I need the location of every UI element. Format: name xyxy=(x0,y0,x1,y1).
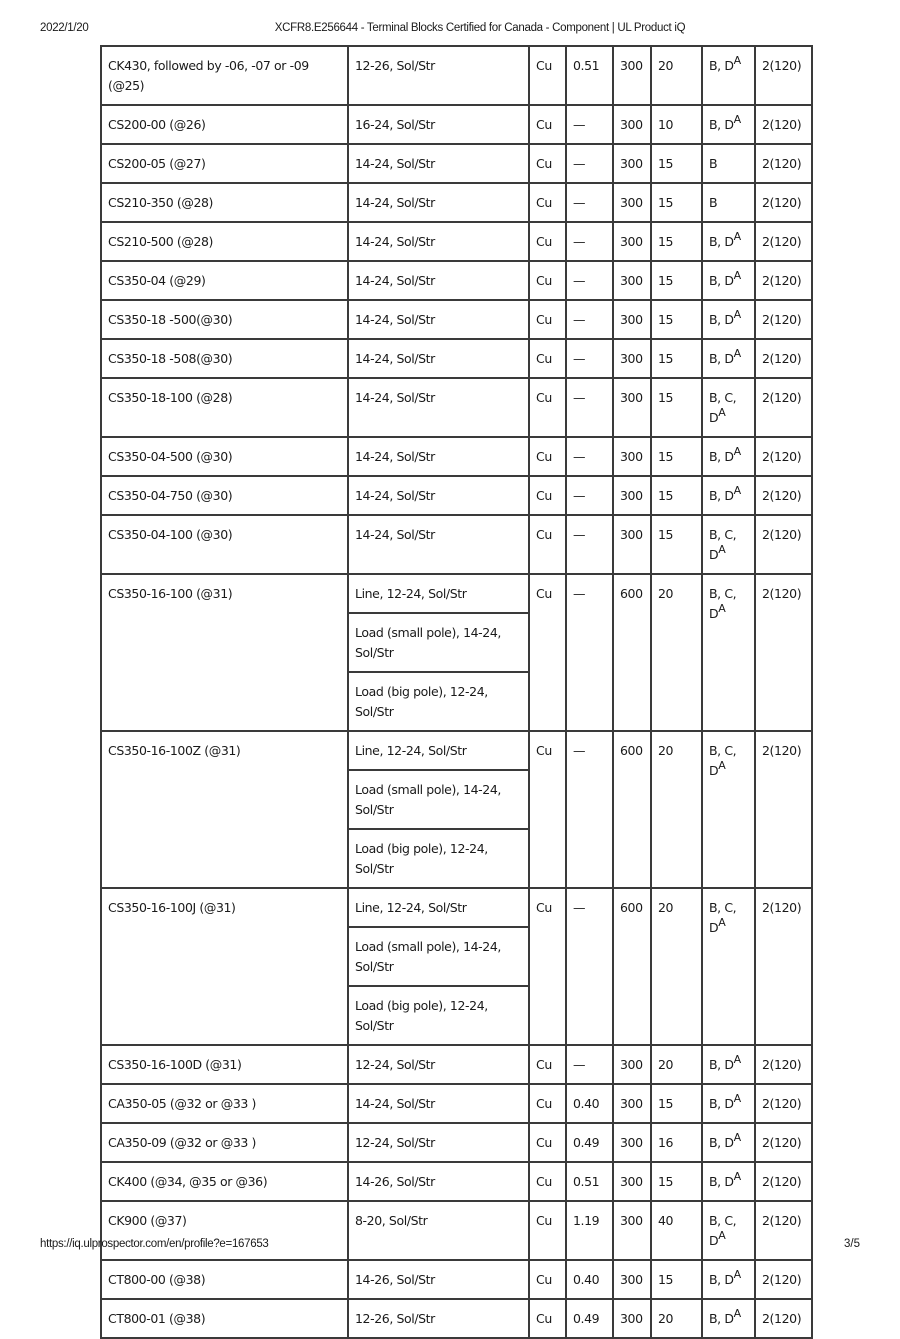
cell-field-wiring: 2(120) xyxy=(755,261,812,300)
cell-material: Cu xyxy=(529,1084,566,1123)
cell-wire-range: 14-24, Sol/Str xyxy=(348,183,529,222)
cell-value: — xyxy=(566,1045,613,1084)
cell-volts: 300 xyxy=(613,183,651,222)
cell-amps: 20 xyxy=(651,574,702,731)
cell-value: — xyxy=(566,183,613,222)
cell-wire-range: 8-20, Sol/Str xyxy=(348,1201,529,1260)
use-text: B, D xyxy=(709,234,734,249)
footnote-marker: A xyxy=(733,113,741,126)
cell-amps: 20 xyxy=(651,1299,702,1338)
cell-use-group xyxy=(702,476,755,515)
cell-volts: 300 xyxy=(613,1260,651,1299)
cell-amps: 40 xyxy=(651,1201,702,1260)
cell-product-name: CS350-04-750 (@30) xyxy=(101,476,348,515)
cell-wire-range: 14-24, Sol/Str xyxy=(348,378,529,437)
cell-volts: 300 xyxy=(613,1045,651,1084)
cell-product-name: CS210-500 (@28) xyxy=(101,222,348,261)
use-text: B, D xyxy=(709,117,734,132)
table-row xyxy=(101,476,812,515)
cell-product-name: CS350-04 (@29) xyxy=(101,261,348,300)
use-text: B, C, D xyxy=(709,743,737,778)
cell-use-group xyxy=(702,261,755,300)
footnote-marker: A xyxy=(733,484,741,497)
cell-field-wiring: 2(120) xyxy=(755,46,812,105)
cell-use-group xyxy=(702,731,755,888)
cell-value: 0.40 xyxy=(566,1260,613,1299)
cell-material: Cu xyxy=(529,476,566,515)
cell-use-group xyxy=(702,105,755,144)
cell-amps: 15 xyxy=(651,1162,702,1201)
cell-field-wiring: 2(120) xyxy=(755,476,812,515)
cell-amps: 15 xyxy=(651,437,702,476)
cell-field-wiring: 2(120) xyxy=(755,515,812,574)
cell-amps: 15 xyxy=(651,222,702,261)
cell-value: — xyxy=(566,300,613,339)
use-text: B, D xyxy=(709,273,734,288)
footnote-marker: A xyxy=(718,602,726,615)
table-row xyxy=(101,339,812,378)
cell-volts: 300 xyxy=(613,105,651,144)
cell-field-wiring: 2(120) xyxy=(755,1045,812,1084)
cell-use-group xyxy=(702,437,755,476)
cell-product-name: CS350-16-100 (@31) xyxy=(101,574,348,731)
cell-volts: 300 xyxy=(613,1299,651,1338)
cell-field-wiring: 2(120) xyxy=(755,222,812,261)
cell-product-name: CS350-18 -500(@30) xyxy=(101,300,348,339)
cell-material: Cu xyxy=(529,300,566,339)
cell-use-group xyxy=(702,222,755,261)
cell-volts: 300 xyxy=(613,1201,651,1260)
cell-wire-range: 14-24, Sol/Str xyxy=(348,1084,529,1123)
cell-volts: 600 xyxy=(613,888,651,1045)
cell-wire-range: 14-24, Sol/Str xyxy=(348,437,529,476)
cell-amps: 15 xyxy=(651,515,702,574)
cell-product-name: CS200-05 (@27) xyxy=(101,144,348,183)
cell-product-name: CA350-05 (@32 or @33 ) xyxy=(101,1084,348,1123)
table-row xyxy=(101,574,812,613)
cell-amps: 15 xyxy=(651,1260,702,1299)
cell-wire-range: Load (small pole), 14-24, Sol/Str xyxy=(348,770,529,829)
cell-wire-range: 14-24, Sol/Str xyxy=(348,515,529,574)
use-text: B, D xyxy=(709,488,734,503)
cell-wire-range: Load (big pole), 12-24, Sol/Str xyxy=(348,986,529,1045)
footnote-marker: A xyxy=(733,347,741,360)
cell-field-wiring: 2(120) xyxy=(755,1123,812,1162)
footnote-marker: A xyxy=(733,1170,741,1183)
cell-volts: 300 xyxy=(613,46,651,105)
cell-volts: 300 xyxy=(613,300,651,339)
cell-value: — xyxy=(566,888,613,1045)
use-text: B, D xyxy=(709,1311,734,1326)
cell-volts: 300 xyxy=(613,222,651,261)
cell-use-group xyxy=(702,1045,755,1084)
cell-product-name: CS350-18-100 (@28) xyxy=(101,378,348,437)
use-text: B, C, D xyxy=(709,900,737,935)
cell-product-name: CT800-00 (@38) xyxy=(101,1260,348,1299)
cell-material: Cu xyxy=(529,105,566,144)
cell-material: Cu xyxy=(529,515,566,574)
cell-amps: 15 xyxy=(651,183,702,222)
cell-material: Cu xyxy=(529,1299,566,1338)
cell-value: — xyxy=(566,476,613,515)
table-row xyxy=(101,222,812,261)
cell-amps: 20 xyxy=(651,888,702,1045)
cell-wire-range: 14-24, Sol/Str xyxy=(348,144,529,183)
cell-wire-range: 16-24, Sol/Str xyxy=(348,105,529,144)
cell-material: Cu xyxy=(529,144,566,183)
cell-wire-range: 14-26, Sol/Str xyxy=(348,1162,529,1201)
cell-value: — xyxy=(566,222,613,261)
table-row xyxy=(101,731,812,770)
footnote-marker: A xyxy=(733,54,741,67)
cell-material: Cu xyxy=(529,437,566,476)
cell-wire-range: Load (big pole), 12-24, Sol/Str xyxy=(348,672,529,731)
cell-product-name: CS200-00 (@26) xyxy=(101,105,348,144)
cell-volts: 600 xyxy=(613,731,651,888)
cell-material: Cu xyxy=(529,1162,566,1201)
cell-wire-range: 12-26, Sol/Str xyxy=(348,46,529,105)
cell-material: Cu xyxy=(529,1260,566,1299)
cell-wire-range: 12-26, Sol/Str xyxy=(348,1299,529,1338)
cell-use-group xyxy=(702,1201,755,1260)
cell-amps: 15 xyxy=(651,1084,702,1123)
cell-use-group xyxy=(702,144,755,183)
footnote-marker: A xyxy=(733,1092,741,1105)
page-url[interactable]: https://iq.ulprospector.com/en/profile?e=167653 xyxy=(40,1238,269,1250)
cell-volts: 300 xyxy=(613,437,651,476)
use-text: B, D xyxy=(709,312,734,327)
table-row xyxy=(101,1299,812,1338)
cell-material: Cu xyxy=(529,731,566,888)
cell-volts: 300 xyxy=(613,1123,651,1162)
table-row xyxy=(101,515,812,574)
cell-field-wiring: 2(120) xyxy=(755,183,812,222)
cell-value: — xyxy=(566,731,613,888)
footnote-marker: A xyxy=(718,1229,726,1242)
table-row xyxy=(101,183,812,222)
cell-wire-range: 14-24, Sol/Str xyxy=(348,300,529,339)
use-text: B, C, D xyxy=(709,527,737,562)
footnote-marker: A xyxy=(733,445,741,458)
cell-wire-range: Line, 12-24, Sol/Str xyxy=(348,731,529,770)
table-row xyxy=(101,1084,812,1123)
cell-use-group xyxy=(702,515,755,574)
cell-value: — xyxy=(566,515,613,574)
page-title: XCFR8.E256644 - Terminal Blocks Certified for Canada - Component | UL Product iQ xyxy=(274,22,686,34)
cell-wire-range: 14-24, Sol/Str xyxy=(348,476,529,515)
use-text: B, D xyxy=(709,58,734,73)
footnote-marker: A xyxy=(733,1307,741,1320)
use-text: B, C, D xyxy=(709,390,737,425)
table-row xyxy=(101,261,812,300)
cell-volts: 300 xyxy=(613,476,651,515)
use-text: B, D xyxy=(709,1174,734,1189)
cell-material: Cu xyxy=(529,1045,566,1084)
cell-field-wiring: 2(120) xyxy=(755,888,812,1045)
print-date: 2022/1/20 xyxy=(40,22,89,34)
cell-wire-range: Line, 12-24, Sol/Str xyxy=(348,888,529,927)
footnote-marker: A xyxy=(718,406,726,419)
cell-value: — xyxy=(566,574,613,731)
table-row xyxy=(101,1162,812,1201)
table-row xyxy=(101,144,812,183)
cell-wire-range: Load (small pole), 14-24, Sol/Str xyxy=(348,927,529,986)
cell-amps: 20 xyxy=(651,731,702,888)
cell-product-name: CS350-04-500 (@30) xyxy=(101,437,348,476)
use-text: B, C, D xyxy=(709,1213,737,1248)
cell-volts: 300 xyxy=(613,1162,651,1201)
cell-use-group xyxy=(702,46,755,105)
cell-product-name: CK400 (@34, @35 or @36) xyxy=(101,1162,348,1201)
cell-amps: 15 xyxy=(651,339,702,378)
cell-material: Cu xyxy=(529,574,566,731)
cell-use-group xyxy=(702,1299,755,1338)
cell-use-group xyxy=(702,300,755,339)
cell-product-name: CS350-16-100J (@31) xyxy=(101,888,348,1045)
page-number: 3/5 xyxy=(844,1238,860,1250)
cell-field-wiring: 2(120) xyxy=(755,300,812,339)
table-row xyxy=(101,1201,812,1260)
cell-product-name: CT800-01 (@38) xyxy=(101,1299,348,1338)
terminal-blocks-table xyxy=(100,45,813,1339)
use-text: B, D xyxy=(709,1057,734,1072)
cell-field-wiring: 2(120) xyxy=(755,1084,812,1123)
cell-wire-range: Line, 12-24, Sol/Str xyxy=(348,574,529,613)
use-text: B xyxy=(709,195,718,210)
cell-use-group xyxy=(702,339,755,378)
cell-material: Cu xyxy=(529,1201,566,1260)
cell-material: Cu xyxy=(529,183,566,222)
cell-field-wiring: 2(120) xyxy=(755,339,812,378)
cell-volts: 300 xyxy=(613,339,651,378)
cell-product-name: CS350-16-100Z (@31) xyxy=(101,731,348,888)
cell-amps: 20 xyxy=(651,1045,702,1084)
use-text: B, D xyxy=(709,1135,734,1150)
use-text: B, D xyxy=(709,1272,734,1287)
table-row xyxy=(101,1123,812,1162)
cell-use-group xyxy=(702,1162,755,1201)
cell-use-group xyxy=(702,1260,755,1299)
use-text: B, D xyxy=(709,351,734,366)
cell-amps: 15 xyxy=(651,476,702,515)
footnote-marker: A xyxy=(733,269,741,282)
cell-field-wiring: 2(120) xyxy=(755,378,812,437)
cell-volts: 300 xyxy=(613,1084,651,1123)
table-row xyxy=(101,437,812,476)
cell-wire-range: Load (big pole), 12-24, Sol/Str xyxy=(348,829,529,888)
cell-wire-range: 12-24, Sol/Str xyxy=(348,1123,529,1162)
footnote-marker: A xyxy=(718,916,726,929)
cell-value: 0.49 xyxy=(566,1123,613,1162)
cell-product-name: CS350-16-100D (@31) xyxy=(101,1045,348,1084)
footnote-marker: A xyxy=(733,1053,741,1066)
cell-volts: 300 xyxy=(613,261,651,300)
table-row xyxy=(101,46,812,105)
table-row xyxy=(101,1260,812,1299)
cell-material: Cu xyxy=(529,261,566,300)
cell-use-group xyxy=(702,574,755,731)
table-row xyxy=(101,888,812,927)
cell-field-wiring: 2(120) xyxy=(755,1201,812,1260)
cell-product-name: CA350-09 (@32 or @33 ) xyxy=(101,1123,348,1162)
cell-field-wiring: 2(120) xyxy=(755,1162,812,1201)
cell-use-group xyxy=(702,888,755,1045)
cell-value: 0.40 xyxy=(566,1084,613,1123)
cell-wire-range: 12-24, Sol/Str xyxy=(348,1045,529,1084)
footnote-marker: A xyxy=(733,230,741,243)
footnote-marker: A xyxy=(733,1131,741,1144)
cell-value: 0.49 xyxy=(566,1299,613,1338)
cell-value: — xyxy=(566,144,613,183)
cell-use-group xyxy=(702,1123,755,1162)
cell-material: Cu xyxy=(529,888,566,1045)
cell-material: Cu xyxy=(529,378,566,437)
cell-wire-range: 14-24, Sol/Str xyxy=(348,222,529,261)
cell-value: — xyxy=(566,437,613,476)
cell-amps: 15 xyxy=(651,300,702,339)
cell-wire-range: Load (small pole), 14-24, Sol/Str xyxy=(348,613,529,672)
cell-product-name: CS210-350 (@28) xyxy=(101,183,348,222)
cell-amps: 16 xyxy=(651,1123,702,1162)
cell-wire-range: 14-26, Sol/Str xyxy=(348,1260,529,1299)
cell-wire-range: 14-24, Sol/Str xyxy=(348,339,529,378)
cell-value: 1.19 xyxy=(566,1201,613,1260)
cell-value: 0.51 xyxy=(566,46,613,105)
cell-field-wiring: 2(120) xyxy=(755,437,812,476)
cell-value: 0.51 xyxy=(566,1162,613,1201)
cell-volts: 600 xyxy=(613,574,651,731)
cell-use-group xyxy=(702,1084,755,1123)
cell-use-group xyxy=(702,183,755,222)
cell-amps: 15 xyxy=(651,261,702,300)
cell-value: — xyxy=(566,105,613,144)
table-row xyxy=(101,378,812,437)
cell-product-name: CS350-04-100 (@30) xyxy=(101,515,348,574)
cell-field-wiring: 2(120) xyxy=(755,731,812,888)
cell-amps: 10 xyxy=(651,105,702,144)
cell-field-wiring: 2(120) xyxy=(755,144,812,183)
cell-volts: 300 xyxy=(613,144,651,183)
cell-product-name: CS350-18 -508(@30) xyxy=(101,339,348,378)
cell-value: — xyxy=(566,261,613,300)
cell-wire-range: 14-24, Sol/Str xyxy=(348,261,529,300)
footnote-marker: A xyxy=(733,308,741,321)
cell-amps: 20 xyxy=(651,46,702,105)
cell-field-wiring: 2(120) xyxy=(755,1260,812,1299)
cell-material: Cu xyxy=(529,222,566,261)
cell-material: Cu xyxy=(529,339,566,378)
footnote-marker: A xyxy=(718,759,726,772)
use-text: B xyxy=(709,156,718,171)
table-row xyxy=(101,300,812,339)
cell-product-name: CK900 (@37) xyxy=(101,1201,348,1260)
cell-amps: 15 xyxy=(651,378,702,437)
cell-value: — xyxy=(566,339,613,378)
table-row xyxy=(101,1045,812,1084)
use-text: B, D xyxy=(709,1096,734,1111)
cell-product-name: CK430, followed by -06, -07 or -09 (@25) xyxy=(101,46,348,105)
footnote-marker: A xyxy=(718,543,726,556)
cell-material: Cu xyxy=(529,1123,566,1162)
footnote-marker: A xyxy=(733,1268,741,1281)
cell-amps: 15 xyxy=(651,144,702,183)
cell-volts: 300 xyxy=(613,515,651,574)
cell-field-wiring: 2(120) xyxy=(755,105,812,144)
cell-field-wiring: 2(120) xyxy=(755,574,812,731)
cell-volts: 300 xyxy=(613,378,651,437)
cell-material: Cu xyxy=(529,46,566,105)
cell-field-wiring: 2(120) xyxy=(755,1299,812,1338)
cell-use-group xyxy=(702,378,755,437)
table-row xyxy=(101,105,812,144)
use-text: B, C, D xyxy=(709,586,737,621)
use-text: B, D xyxy=(709,449,734,464)
cell-value: — xyxy=(566,378,613,437)
